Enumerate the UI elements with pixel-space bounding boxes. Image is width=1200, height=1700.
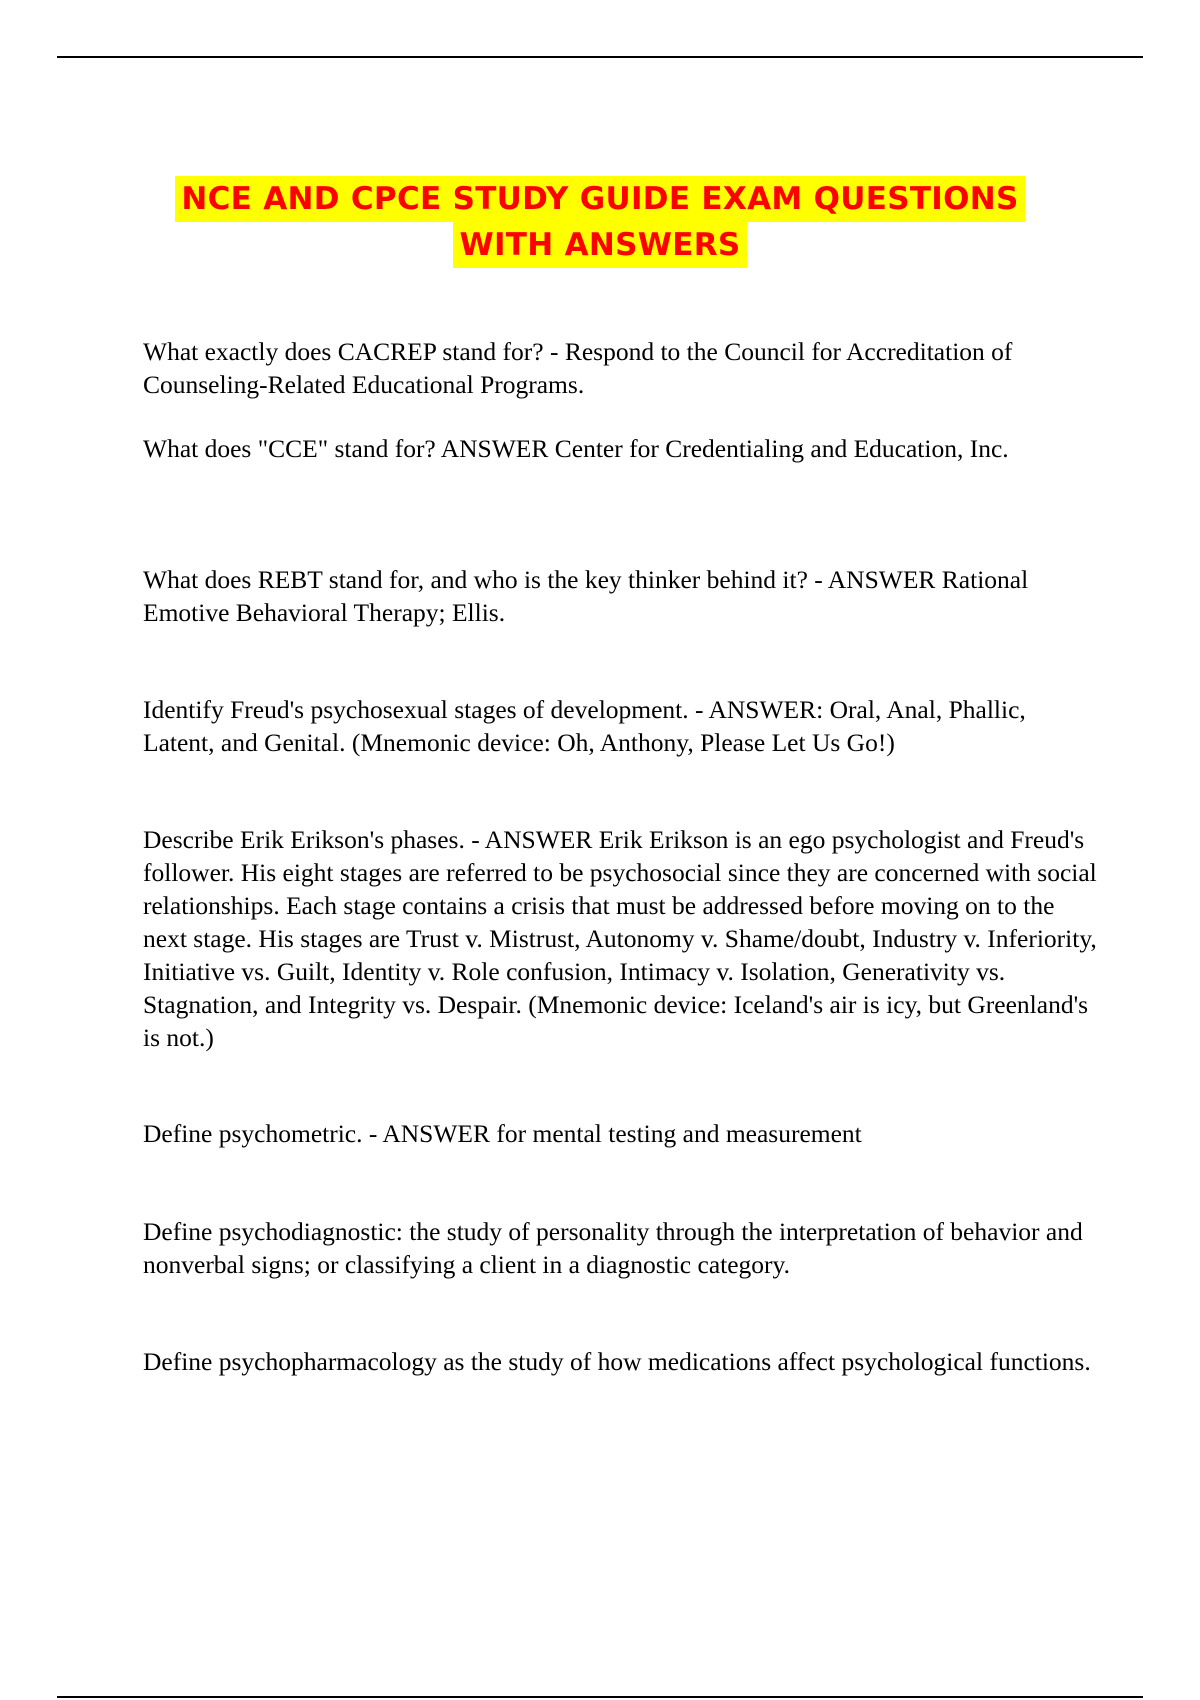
- qa-entry-rebt: What does REBT stand for, and who is the key thinker behind it? - ANSWER Rational Emotive Behavioral Therapy; Ellis.: [143, 565, 1029, 627]
- qa-entry-cacrep: What exactly does CACREP stand for? - Respond to the Council for Accreditation of Counseling-Related Educational Programs.: [143, 337, 1013, 399]
- qa-entry-psychometric: Define psychometric. - ANSWER for mental testing and measurement: [143, 1119, 862, 1148]
- title-line-2: WITH ANSWERS: [453, 222, 746, 268]
- qa-entry-freud: Identify Freud's psychosexual stages of development. - ANSWER: Oral, Anal, Phallic, Latent, and Genital. (Mnemonic device: Oh, Anthony, Please Let Us Go!): [143, 695, 1026, 757]
- qa-entry-erikson: Describe Erik Erikson's phases. - ANSWER Erik Erikson is an ego psychologist and Freud's follower. His eight stages are referred to be psychosocial since they are concerned with social relationships. Each stage contains a crisis that must be addressed before moving on to the next stage. His stages are Trust v. Mistrust, Autonomy v. Shame/doubt, Industry v. Inferiority, Initiative vs. Guilt, Identity v. Role confusion, Intimacy v. Isolation, Generativity vs. Stagnation, and Integrity vs. Despair. (Mnemonic device: Iceland's air is icy, but Greenland's is not.): [143, 825, 1097, 1052]
- top-rule: [57, 56, 1143, 58]
- qa-entry-psychodiagnostic: Define psychodiagnostic: the study of personality through the interpretation of behavior and nonverbal signs; or classifying a client in a diagnostic category.: [143, 1217, 1083, 1279]
- bottom-rule: [57, 1696, 1143, 1698]
- document-title: [120, 176, 1080, 268]
- qa-entry-psychopharmacology: Define psychopharmacology as the study of how medications affect psychological functions.: [143, 1347, 1091, 1376]
- title-line-1: NCE AND CPCE STUDY GUIDE EXAM QUESTIONS: [175, 176, 1024, 222]
- qa-entry-cce: What does "CCE" stand for? ANSWER Center for Credentialing and Education, Inc.: [143, 434, 1009, 463]
